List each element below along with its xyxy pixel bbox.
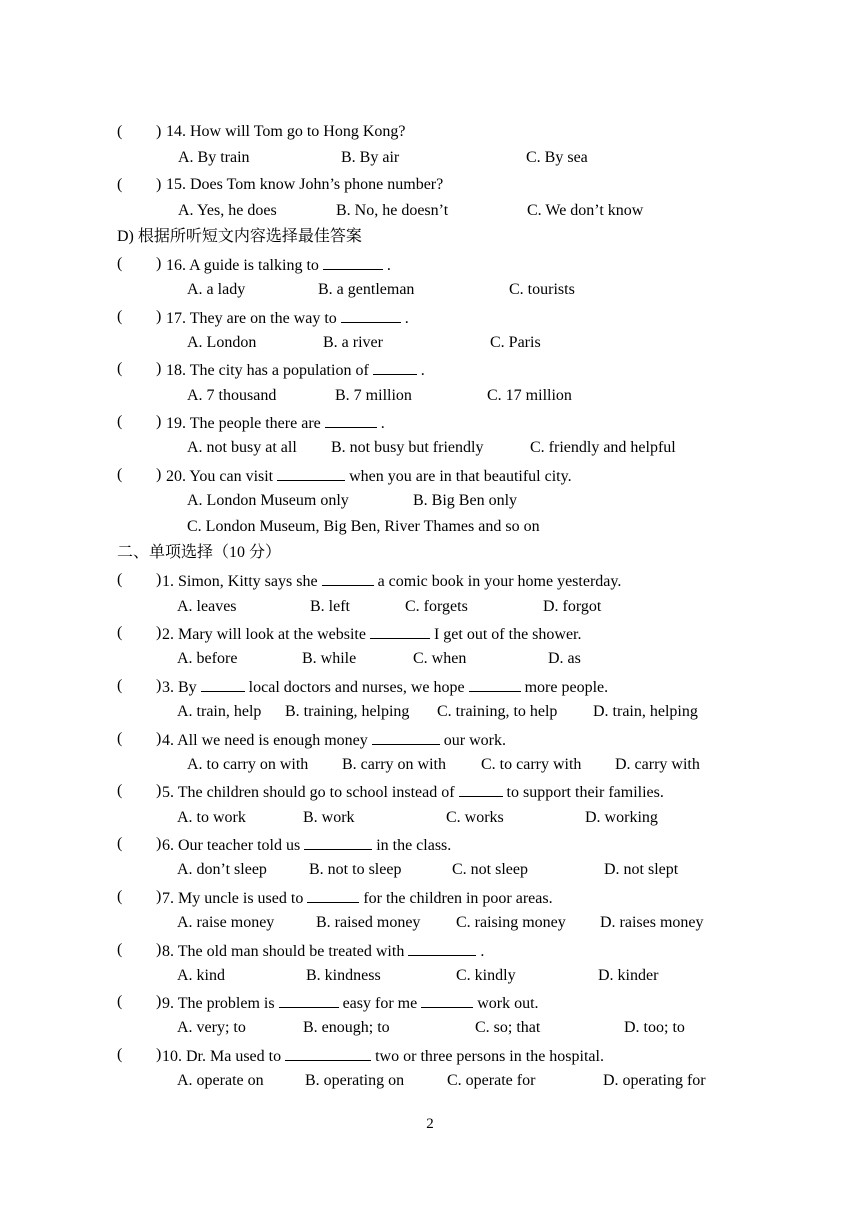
question-text-before: 5. The children should go to school instead of [162, 784, 455, 801]
answer-paren-open: ( [117, 730, 123, 747]
answer-blank [373, 358, 417, 375]
question-text [166, 253, 391, 277]
option-b: B. while [302, 650, 357, 667]
option-a: A. By train [178, 149, 250, 166]
answer-paren-open: ( [117, 360, 123, 377]
answer-paren-close: ) [156, 941, 162, 958]
option-a: A. raise money [177, 914, 275, 931]
option-a: A. before [177, 650, 238, 667]
question-text-after: work out. [477, 995, 539, 1012]
answer-paren-open: ( [117, 677, 123, 694]
option-d: D. train, helping [593, 703, 698, 720]
question-text-before: 3. By [162, 679, 197, 696]
answer-paren-close: ) [156, 176, 162, 193]
option-a: A. Yes, he does [178, 202, 277, 219]
question-text [166, 411, 385, 435]
option-a: A. a lady [187, 281, 246, 298]
answer-paren-open: ( [117, 888, 123, 905]
question-text: 14. How will Tom go to Hong Kong? [166, 123, 406, 140]
question-text-after: . [386, 257, 391, 274]
option-c: C. London Museum, Big Ben, River Thames and so on [187, 518, 540, 535]
option-c: C. kindly [456, 967, 516, 984]
question-text-before: 8. The old man should be treated with [162, 943, 405, 960]
answer-paren-close: ) [156, 466, 162, 483]
answer-blank [459, 780, 503, 797]
answer-paren-open: ( [117, 176, 123, 193]
option-c: C. tourists [509, 281, 575, 298]
answer-blank [325, 411, 377, 428]
option-b: B. not busy but friendly [331, 439, 484, 456]
option-c: C. Paris [490, 334, 541, 351]
option-a: A. 7 thousand [187, 387, 277, 404]
question-text [162, 569, 621, 593]
option-d: D. operating for [603, 1072, 706, 1089]
option-c: C. operate for [447, 1072, 536, 1089]
option-b: B. not to sleep [309, 861, 402, 878]
option-a: A. London Museum only [187, 492, 349, 509]
answer-paren-close: ) [156, 360, 162, 377]
option-b: B. a gentleman [318, 281, 415, 298]
question-text [162, 780, 664, 804]
answer-blank [341, 306, 401, 323]
answer-paren-close: ) [156, 1046, 162, 1063]
answer-paren-close: ) [156, 624, 162, 641]
option-a: A. very; to [177, 1019, 246, 1036]
option-d: D. kinder [598, 967, 659, 984]
answer-paren-open: ( [117, 624, 123, 641]
option-d: D. forgot [543, 598, 602, 615]
option-b: B. kindness [306, 967, 381, 984]
question-text [166, 464, 572, 488]
option-b: B. By air [341, 149, 400, 166]
answer-paren-close: ) [156, 677, 162, 694]
question-text-before: 17. They are on the way to [166, 310, 337, 327]
question-text-before: 10. Dr. Ma used to [162, 1048, 282, 1065]
option-c: C. when [413, 650, 467, 667]
option-a: A. don’t sleep [177, 861, 267, 878]
option-d: D. as [548, 650, 581, 667]
option-a: A. London [187, 334, 257, 351]
answer-paren-open: ( [117, 941, 123, 958]
question-text-after: two or three persons in the hospital. [375, 1048, 604, 1065]
option-b: B. carry on with [342, 756, 446, 773]
answer-blank [469, 675, 521, 692]
option-c: C. forgets [405, 598, 468, 615]
question-text-mid: easy for me [342, 995, 418, 1012]
answer-blank [370, 622, 430, 639]
answer-blank [307, 886, 359, 903]
question-text-after: a comic book in your home yesterday. [377, 573, 622, 590]
question-text-before: 6. Our teacher told us [162, 837, 301, 854]
answer-paren-close: ) [156, 782, 162, 799]
question-text-after: I get out of the shower. [433, 626, 582, 643]
option-c: C. to carry with [481, 756, 582, 773]
answer-blank [323, 253, 383, 270]
question-text-before: 4. All we need is enough money [162, 732, 368, 749]
question-text [166, 358, 425, 382]
question-text [162, 675, 608, 699]
question-text-after: for the children in poor areas. [363, 890, 553, 907]
option-d: D. carry with [615, 756, 700, 773]
question-text-before: 19. The people there are [166, 415, 321, 432]
question-text-after: . [404, 310, 409, 327]
option-a: A. train, help [177, 703, 262, 720]
answer-paren-open: ( [117, 993, 123, 1010]
answer-paren-open: ( [117, 413, 123, 430]
question-text-after: . [420, 362, 425, 379]
option-d: D. too; to [624, 1019, 685, 1036]
option-b: B. No, he doesn’t [336, 202, 449, 219]
answer-paren-open: ( [117, 255, 123, 272]
question-text-mid: local doctors and nurses, we hope [248, 679, 465, 696]
option-b: B. enough; to [303, 1019, 390, 1036]
answer-blank [322, 569, 374, 586]
option-d: D. not slept [604, 861, 679, 878]
answer-paren-close: ) [156, 835, 162, 852]
question-text-after: when you are in that beautiful city. [349, 468, 572, 485]
question-text [162, 939, 484, 963]
answer-paren-open: ( [117, 571, 123, 588]
answer-paren-open: ( [117, 123, 123, 140]
option-b: B. work [303, 809, 355, 826]
option-c: C. friendly and helpful [530, 439, 676, 456]
option-c: C. raising money [456, 914, 566, 931]
option-a: A. kind [177, 967, 225, 984]
question-text-after: our work. [443, 732, 506, 749]
question-text-after: to support their families. [506, 784, 664, 801]
answer-blank [304, 833, 372, 850]
option-c: C. not sleep [452, 861, 528, 878]
answer-paren-close: ) [156, 255, 162, 272]
option-c: C. training, to help [437, 703, 558, 720]
section-2-heading: 二、单项选择（10 分） [117, 544, 282, 561]
answer-blank [277, 464, 345, 481]
option-a: A. to carry on with [187, 756, 309, 773]
option-b: B. raised money [316, 914, 421, 931]
option-d: D. working [585, 809, 658, 826]
question-text-after: more people. [524, 679, 609, 696]
question-text [162, 886, 553, 910]
option-b: B. Big Ben only [413, 492, 518, 509]
option-d: D. raises money [600, 914, 704, 931]
answer-paren-open: ( [117, 1046, 123, 1063]
option-a: A. leaves [177, 598, 237, 615]
answer-blank [201, 675, 245, 692]
question-text [162, 833, 451, 857]
question-text-before: 9. The problem is [162, 995, 275, 1012]
option-b: B. training, helping [285, 703, 410, 720]
question-text-after: in the class. [376, 837, 452, 854]
option-b: B. a river [323, 334, 383, 351]
answer-paren-open: ( [117, 782, 123, 799]
answer-blank [408, 939, 476, 956]
question-text-before: 1. Simon, Kitty says she [162, 573, 318, 590]
answer-paren-close: ) [156, 308, 162, 325]
option-a: A. not busy at all [187, 439, 297, 456]
page-number: 2 [426, 1116, 434, 1132]
question-text-after: . [380, 415, 385, 432]
answer-blank [372, 728, 440, 745]
answer-paren-open: ( [117, 308, 123, 325]
answer-blank [421, 991, 473, 1008]
question-text-before: 16. A guide is talking to [166, 257, 319, 274]
answer-paren-close: ) [156, 123, 162, 140]
answer-paren-close: ) [156, 413, 162, 430]
answer-paren-close: ) [156, 571, 162, 588]
question-text-before: 7. My uncle is used to [162, 890, 304, 907]
question-text: 15. Does Tom know John’s phone number? [166, 176, 444, 193]
option-c: C. By sea [526, 149, 588, 166]
question-text [166, 306, 409, 330]
answer-blank [279, 991, 339, 1008]
option-a: A. operate on [177, 1072, 264, 1089]
question-text-before: 20. You can visit [166, 468, 274, 485]
section-d-heading: D) 根据所听短文内容选择最佳答案 [117, 228, 362, 245]
option-b: B. left [310, 598, 350, 615]
option-c: C. works [446, 809, 504, 826]
option-a: A. to work [177, 809, 246, 826]
question-text [162, 1044, 604, 1068]
option-c: C. We don’t know [527, 202, 644, 219]
question-text-before: 2. Mary will look at the website [162, 626, 366, 643]
option-c: C. 17 million [487, 387, 572, 404]
question-text-after: . [480, 943, 485, 960]
question-text [162, 622, 582, 646]
option-b: B. 7 million [335, 387, 412, 404]
answer-paren-open: ( [117, 835, 123, 852]
answer-paren-close: ) [156, 888, 162, 905]
option-c: C. so; that [475, 1019, 541, 1036]
question-text [162, 991, 539, 1015]
answer-blank [285, 1044, 371, 1061]
answer-paren-close: ) [156, 730, 162, 747]
option-b: B. operating on [305, 1072, 405, 1089]
question-text-before: 18. The city has a population of [166, 362, 369, 379]
answer-paren-open: ( [117, 466, 123, 483]
question-text [162, 728, 506, 752]
answer-paren-close: ) [156, 993, 162, 1010]
